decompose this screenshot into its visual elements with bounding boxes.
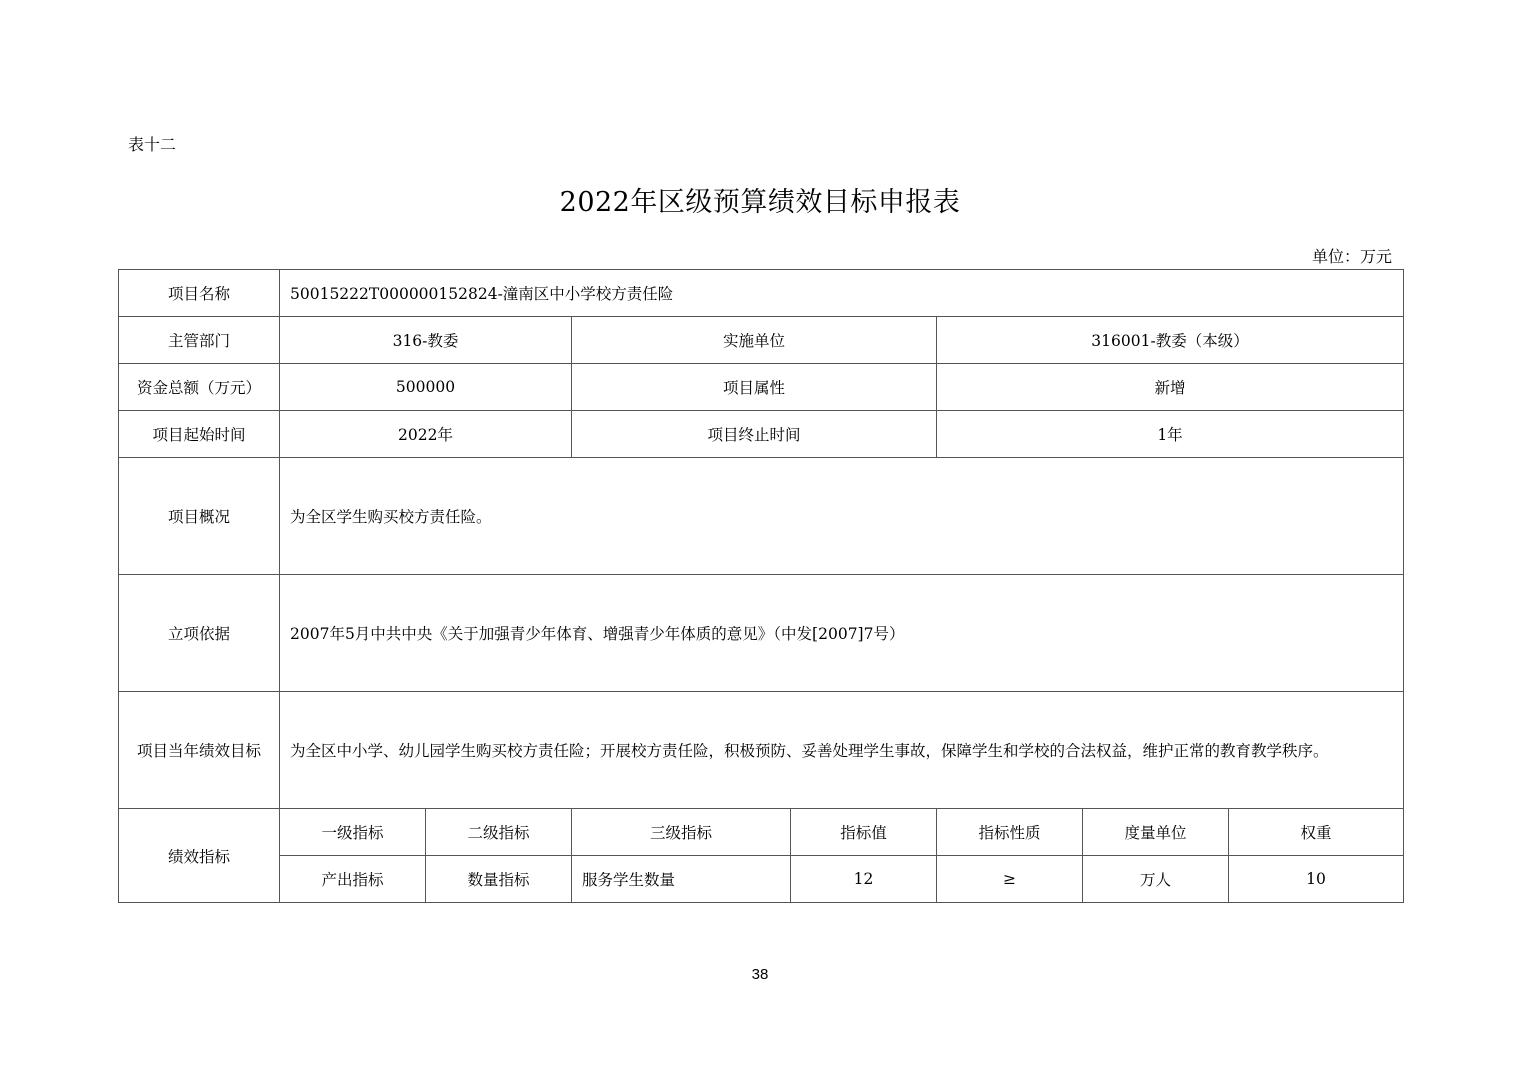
attr-value: 新增 <box>937 364 1404 411</box>
goal-row <box>119 692 1404 809</box>
time-row <box>119 411 1404 458</box>
goal-value: 为全区中小学、幼儿园学生购买校方责任险；开展校方责任险，积极预防、妥善处理学生事故，保障学生和学校的合法权益，维护正常的教育教学秩序。 <box>280 692 1404 809</box>
end-value: 1年 <box>937 411 1404 458</box>
page-number: 38 <box>751 966 769 983</box>
indicator-cell: 服务学生数量 <box>572 856 791 903</box>
project-name-value: 50015222T000000152824-潼南区中小学校方责任险 <box>280 270 1404 317</box>
overview-value: 为全区学生购买校方责任险。 <box>280 458 1404 575</box>
project-name-row <box>119 270 1404 317</box>
indicator-cell: ≥ <box>937 856 1083 903</box>
indicator-cell: 数量指标 <box>426 856 572 903</box>
project-name-label: 项目名称 <box>119 270 280 317</box>
basis-label: 立项依据 <box>119 575 280 692</box>
department-row <box>119 317 1404 364</box>
indicator-header: 一级指标 <box>280 809 426 856</box>
fund-value: 500000 <box>280 364 572 411</box>
overview-label: 项目概况 <box>119 458 280 575</box>
goal-label: 项目当年绩效目标 <box>119 692 280 809</box>
indicator-header: 度量单位 <box>1083 809 1229 856</box>
indicator-cell: 12 <box>791 856 937 903</box>
indicator-header-row <box>119 809 1404 856</box>
impl-value: 316001-教委（本级） <box>937 317 1404 364</box>
basis-row <box>119 575 1404 692</box>
indicator-header: 权重 <box>1229 809 1404 856</box>
fund-label: 资金总额（万元） <box>119 364 280 411</box>
indicator-header: 三级指标 <box>572 809 791 856</box>
indicator-row <box>119 856 1404 903</box>
unit-label: 单位：万元 <box>1311 247 1392 266</box>
end-label: 项目终止时间 <box>572 411 937 458</box>
indicator-cell: 产出指标 <box>280 856 426 903</box>
start-value: 2022年 <box>280 411 572 458</box>
fund-row <box>119 364 1404 411</box>
budget-target-table <box>118 269 1404 903</box>
indicator-header: 二级指标 <box>426 809 572 856</box>
start-label: 项目起始时间 <box>119 411 280 458</box>
document-title: 2022年区级预算绩效目标申报表 <box>559 187 961 218</box>
indicator-header: 指标性质 <box>937 809 1083 856</box>
table-label: 表十二 <box>128 135 177 154</box>
indicator-header: 指标值 <box>791 809 937 856</box>
overview-row <box>119 458 1404 575</box>
indicators-label: 绩效指标 <box>119 809 280 903</box>
impl-label: 实施单位 <box>572 317 937 364</box>
indicator-cell: 万人 <box>1083 856 1229 903</box>
attr-label: 项目属性 <box>572 364 937 411</box>
dept-value: 316-教委 <box>280 317 572 364</box>
indicator-cell: 10 <box>1229 856 1404 903</box>
basis-value: 2007年5月中共中央《关于加强青少年体育、增强青少年体质的意见》（中发[2007]7号） <box>280 575 1404 692</box>
dept-label: 主管部门 <box>119 317 280 364</box>
